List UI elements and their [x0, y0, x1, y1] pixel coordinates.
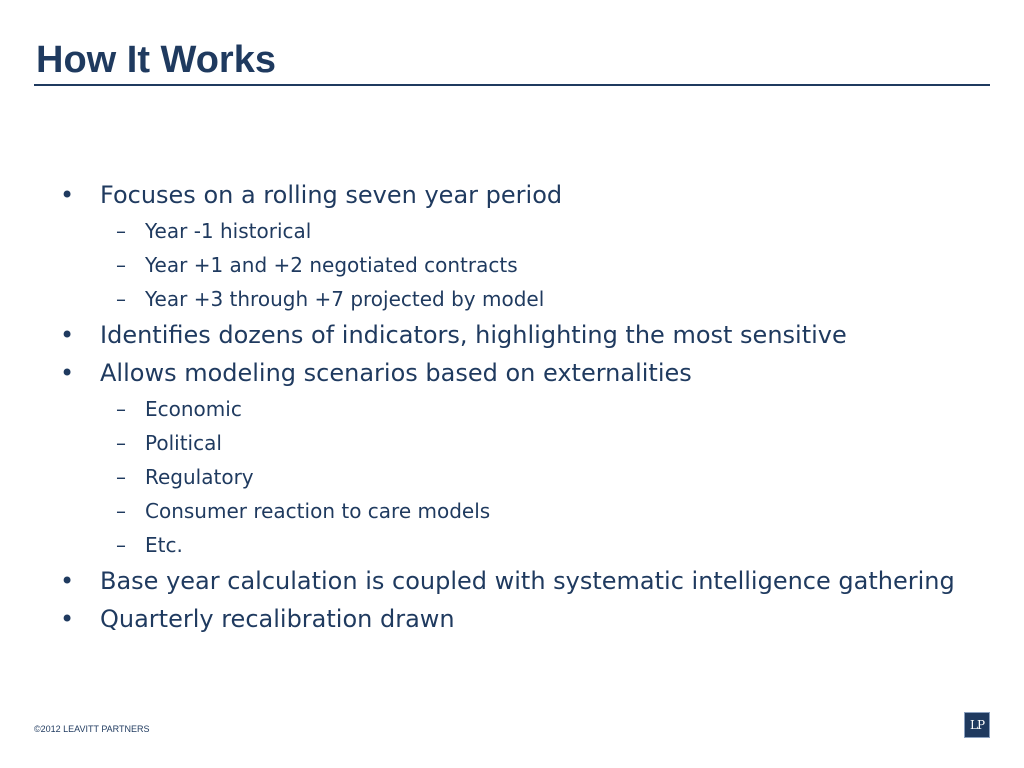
bullet-marker: • — [60, 567, 75, 595]
bullet-marker: • — [60, 181, 75, 209]
sub-bullet-item — [60, 286, 960, 312]
bullet-text: Allows modeling scenarios based on externalities — [100, 359, 692, 387]
sub-bullet-text: Year -1 historical — [145, 219, 312, 243]
sub-bullet-item — [60, 396, 960, 422]
bullet-item — [60, 566, 960, 596]
copyright-footer: ©2012 LEAVITT PARTNERS — [34, 724, 150, 734]
slide-title: How It Works — [36, 39, 276, 81]
sub-bullet-marker: – — [116, 219, 126, 243]
sub-bullet-marker: – — [116, 499, 126, 523]
bullet-text: Focuses on a rolling seven year period — [100, 181, 563, 209]
sub-bullet-text: Consumer reaction to care models — [145, 499, 491, 523]
sub-bullet-text: Political — [145, 431, 222, 455]
bullet-item — [60, 604, 960, 634]
sub-bullet-item — [60, 430, 960, 456]
bullet-text: Identifies dozens of indicators, highlighting the most sensitive — [100, 321, 847, 349]
sub-bullet-text: Economic — [145, 397, 242, 421]
sub-bullet-marker: – — [116, 465, 126, 489]
sub-bullet-text: Year +1 and +2 negotiated contracts — [145, 253, 518, 277]
bullet-marker: • — [60, 321, 75, 349]
bullet-text: Base year calculation is coupled with systematic intelligence gathering — [100, 567, 955, 595]
sub-bullet-item — [60, 218, 960, 244]
sub-bullet-marker: – — [116, 431, 126, 455]
bullet-list — [60, 180, 960, 634]
sub-bullet-marker: – — [116, 287, 126, 311]
sub-bullet-text: Etc. — [145, 533, 183, 557]
sub-bullet-item — [60, 532, 960, 558]
sub-bullet-marker: – — [116, 253, 126, 277]
sub-bullet-item — [60, 464, 960, 490]
sub-bullet-item — [60, 498, 960, 524]
bullet-marker: • — [60, 605, 75, 633]
bullet-item — [60, 180, 960, 210]
bullet-text: Quarterly recalibration drawn — [100, 605, 455, 633]
sub-bullet-marker: – — [116, 397, 126, 421]
sub-bullet-marker: – — [116, 533, 126, 557]
sub-bullet-text: Year +3 through +7 projected by model — [145, 287, 545, 311]
sub-bullet-item — [60, 252, 960, 278]
company-logo: LP — [964, 712, 990, 738]
bullet-item — [60, 320, 960, 350]
bullet-item — [60, 358, 960, 388]
sub-bullet-text: Regulatory — [145, 465, 254, 489]
bullet-marker: • — [60, 359, 75, 387]
title-underline — [34, 84, 990, 86]
